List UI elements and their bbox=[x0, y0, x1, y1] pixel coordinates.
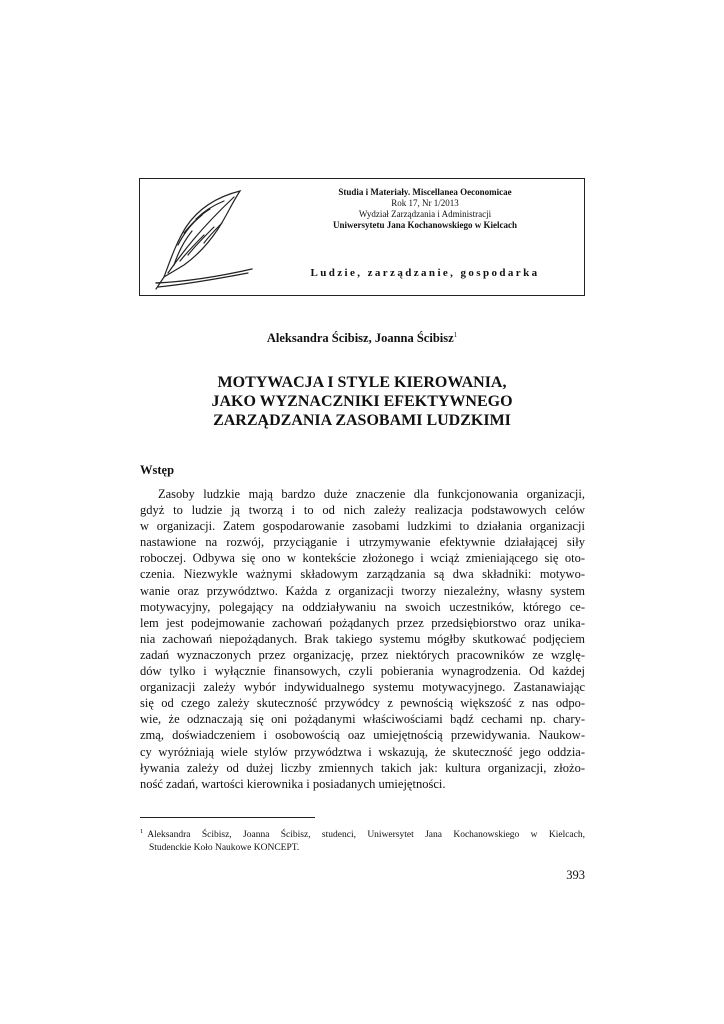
body-line: dów tylko i wyłącznie finansowych, czyli pobierania wynagrodzenia. Od każdej bbox=[140, 664, 585, 679]
quill-pen-icon bbox=[148, 183, 258, 291]
title-line: JAKO WYZNACZNIKI EFEKTYWNEGO bbox=[211, 393, 513, 410]
author-footnote-mark[interactable]: 1 bbox=[453, 331, 458, 339]
page-number: 393 bbox=[566, 868, 585, 882]
title-line: ZARZĄDZANIA ZASOBAMI LUDZKIMI bbox=[213, 412, 511, 429]
footnote-line: Studenckie Koło Naukowe KONCEPT. bbox=[149, 843, 300, 854]
body-line: Zasoby ludzkie mają bardzo duże znaczenie dla funkcjonowania organizacji, bbox=[158, 487, 585, 501]
faculty-name: Wydział Zarządzania i Administracji bbox=[358, 209, 492, 219]
footnote-mark: 1 bbox=[140, 828, 144, 835]
body-line: ność zadań, wartości kierownika i posiadanych umiejętności. bbox=[140, 776, 446, 791]
journal-issue: Rok 17, Nr 1/2013 bbox=[391, 198, 459, 208]
body-line: motywacyjny, polegający na oddziaływaniu na swoich uczestników, którego ce- bbox=[140, 599, 585, 614]
footnote-line bbox=[140, 825, 585, 842]
body-line: wie, że odznaczają się oni pożądanymi właściwościami bądź cechami np. chary- bbox=[140, 712, 585, 727]
article-title bbox=[0, 373, 724, 430]
journal-name: Studia i Materiały. Miscellanea Oeconomicae bbox=[338, 187, 512, 197]
body-line: lem jest podejmowanie zachowań pożądanych przez przedsiębiorstwo oraz unika- bbox=[140, 615, 585, 630]
series-title: Ludzie, zarządzanie, gospodarka bbox=[310, 267, 540, 279]
body-line: ływania zależy od dużej liczby zmiennych takich jak: kultura organizacji, złożo- bbox=[140, 760, 585, 775]
body-line: zmą, doświadczeniem i osobowością oaz umiejętnością przewidywania. Naukow- bbox=[140, 728, 585, 743]
body-line: cy wyróżniają wiele stylów przywództwa i wskazują, że skuteczność jego oddzia- bbox=[140, 744, 585, 759]
body-paragraph bbox=[140, 486, 585, 792]
body-line: się od czego zależy skuteczność przywódcy z pewnością większość z nas odpo- bbox=[140, 696, 585, 711]
body-line: w organizacji. Zatem gospodarowanie zasobami ludzkimi to działania organizacji bbox=[140, 519, 585, 534]
section-heading: Wstęp bbox=[140, 463, 175, 477]
university-name: Uniwersytetu Jana Kochanowskiego w Kielcach bbox=[333, 220, 517, 230]
body-line: czenia. Niezwykle ważnymi składowym zarządzania są dwa składniki: motywo- bbox=[140, 567, 585, 582]
footnote bbox=[140, 825, 585, 855]
journal-header-box bbox=[139, 178, 585, 296]
body-line: organizacji zależy wybór indywidualnego systemu motywacyjnego. Zastanawiając bbox=[140, 680, 585, 695]
article-authors bbox=[0, 331, 724, 346]
body-line: nia zachowań niepożądanych. Brak takiego systemu mógłby skutkować podjęciem bbox=[140, 631, 585, 646]
authors-text: Aleksandra Ścibisz, Joanna Ścibisz bbox=[266, 331, 454, 346]
footnote-text: Aleksandra Ścibisz, Joanna Ścibisz, studenci, Uniwersytet Jana Kochanowskiego w Kielcach, bbox=[147, 830, 585, 841]
body-line: gdyż to ludzie ją tworzą i to od nich zależy realizacja podstawowych celów bbox=[140, 503, 585, 518]
body-line: roboczej. Odbywa się ono w kontekście złożonego i wciąż zmieniającego się oto- bbox=[140, 551, 585, 566]
footnote-divider bbox=[140, 817, 315, 818]
body-line: nastawione na rozwój, przyciąganie i utrzymywanie efektywnie działającej siły bbox=[140, 535, 585, 550]
body-line: wanie oraz przywództwo. Każda z organizacji tworzy niezależny, własny system bbox=[140, 583, 585, 598]
title-line: MOTYWACJA I STYLE KIEROWANIA, bbox=[217, 374, 507, 391]
body-line: zadań wyznaczonych przez organizację, przez niektórych pracowników ze wzglę- bbox=[140, 647, 585, 662]
